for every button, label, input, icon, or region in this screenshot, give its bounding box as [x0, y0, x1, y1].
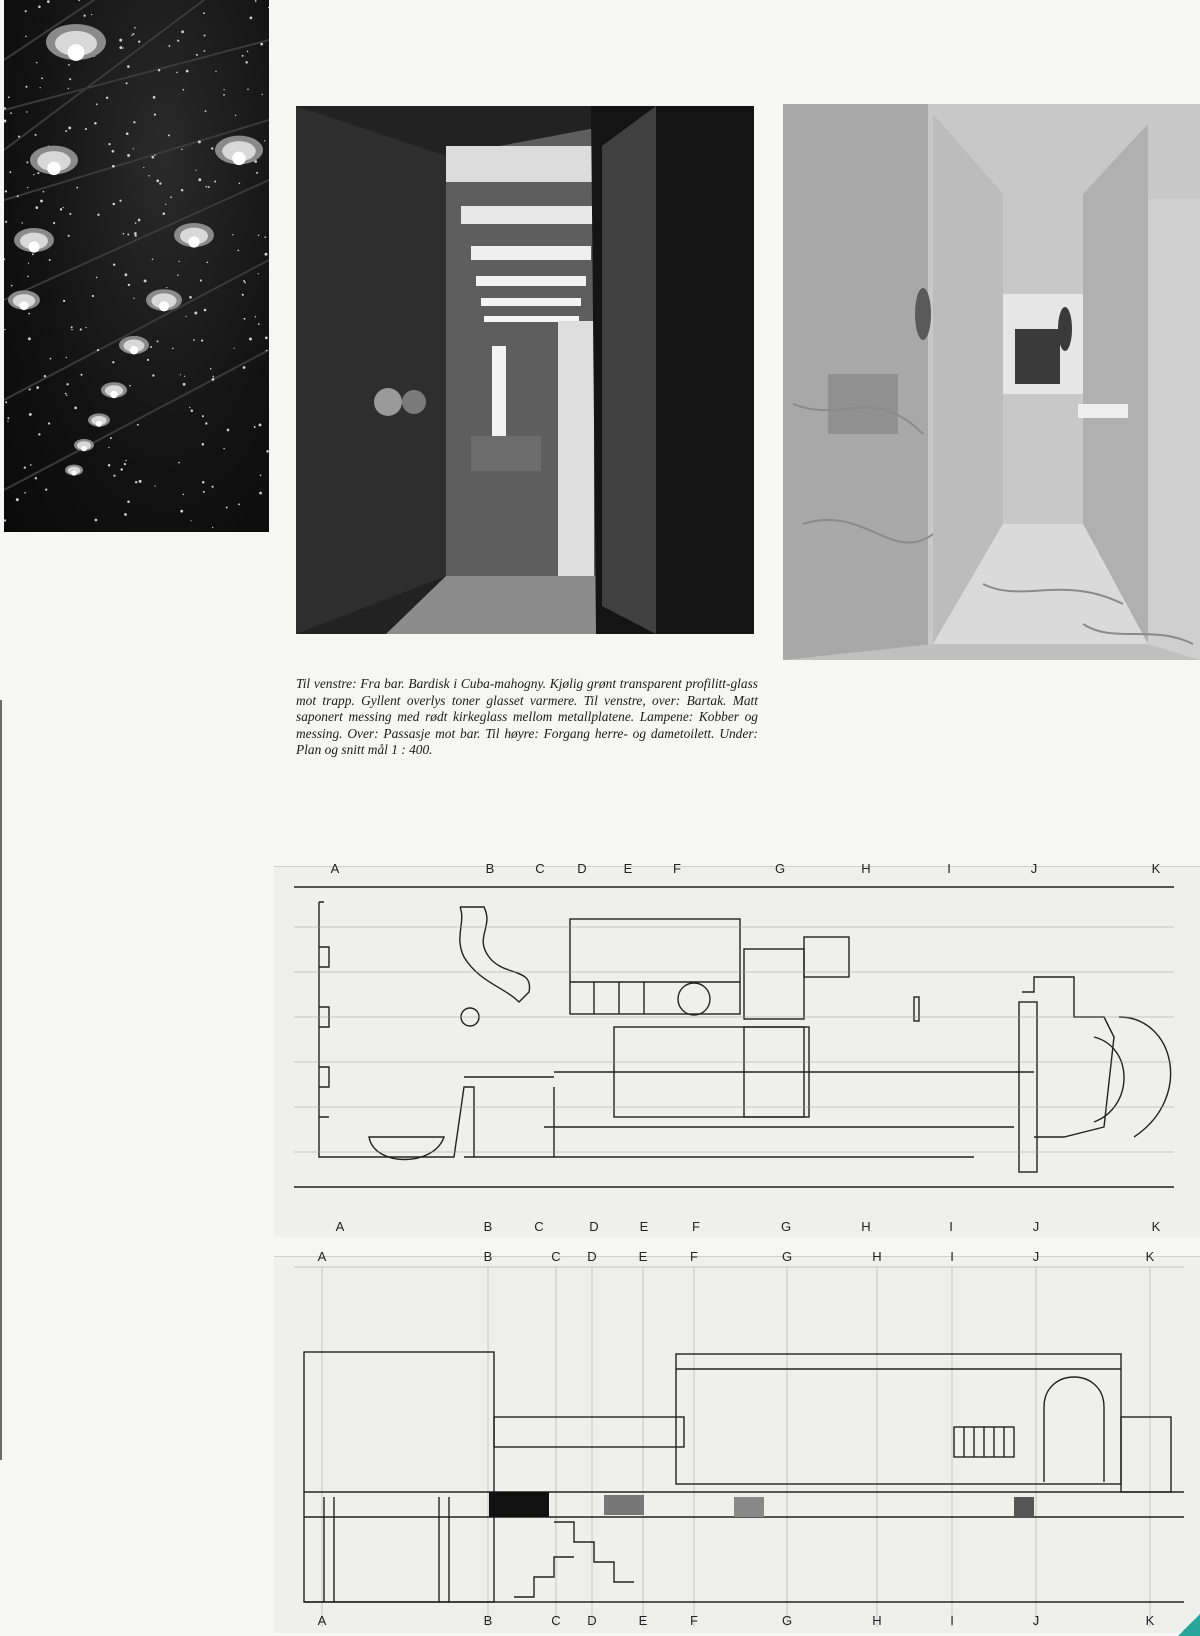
toilet-lobby-photo — [783, 104, 1200, 660]
grid-label-k-bottom: K — [1151, 1219, 1161, 1234]
grid-label-d-bottom: D — [589, 1219, 599, 1234]
ceiling-lamp — [174, 223, 214, 248]
grid-label-i-bottom: I — [949, 1219, 953, 1234]
floor-plan — [274, 861, 1200, 1237]
section-grid-label-c-top: C — [551, 1249, 561, 1264]
grid-label-f-bottom: F — [692, 1219, 700, 1234]
ceiling-lamp — [8, 290, 40, 310]
grid-label-k-top: K — [1151, 861, 1161, 876]
section-grid-label-a-top: A — [317, 1249, 327, 1264]
section-grid-label-g-top: G — [781, 1249, 793, 1264]
section-grid-label-h-bottom: H — [872, 1613, 882, 1628]
page-corner-mark — [1178, 1614, 1200, 1636]
section-grid-label-j-top: J — [1032, 1249, 1040, 1264]
bar-passage-photo — [296, 106, 754, 634]
grid-label-f-top: F — [673, 861, 681, 876]
page-edge-shadow — [0, 700, 2, 1460]
grid-label-j-bottom: J — [1032, 1219, 1040, 1234]
ceiling-lamp — [65, 465, 83, 476]
section-grid-label-b-top: B — [483, 1249, 493, 1264]
section-grid-label-d-bottom: D — [587, 1613, 597, 1628]
section-grid-label-i-bottom: I — [950, 1613, 954, 1628]
section-grid-label-f-top: F — [690, 1249, 698, 1264]
ceiling-lamps-photo — [4, 0, 269, 532]
photo-caption: Til venstre: Fra bar. Bardisk i Cuba-mahogny. Kjølig grønt transparent profilitt-glass mot trapp. Gyllent overlys toner glasset varmere. Til venstre, over: Bartak. Matt saponert messing med rødt kirkeglass mellom metallplatene. Lampene: Kobber og messing. Over: Passasje mot bar. Til høyre: Forgang herre- og dametoilett. Under: Plan og snitt mål 1 : 400. — [296, 676, 758, 758]
grid-label-a-top: A — [330, 861, 340, 876]
grid-label-b-top: B — [485, 861, 495, 876]
section-grid-label-d-top: D — [587, 1249, 597, 1264]
section-grid-label-f-bottom: F — [690, 1613, 698, 1628]
section-grid-label-j-bottom: J — [1032, 1613, 1040, 1628]
ceiling-lamp — [101, 382, 127, 398]
section-drawing — [274, 1249, 1200, 1633]
ceiling-lamp — [88, 413, 110, 427]
grid-label-e-top: E — [623, 861, 633, 876]
grid-label-g-bottom: G — [780, 1219, 792, 1234]
grid-label-c-bottom: C — [534, 1219, 544, 1234]
grid-label-a-bottom: A — [335, 1219, 345, 1234]
section-grid-label-a-bottom: A — [317, 1613, 327, 1628]
ceiling-lamp — [119, 336, 149, 354]
section-grid-label-g-bottom: G — [781, 1613, 793, 1628]
section-grid-label-e-top: E — [638, 1249, 648, 1264]
ceiling-lamp — [30, 146, 78, 176]
ceiling-lamp — [46, 24, 106, 61]
section-grid-label-b-bottom: B — [483, 1613, 493, 1628]
grid-label-e-bottom: E — [639, 1219, 649, 1234]
ceiling-lamp — [14, 228, 54, 253]
section-grid-label-k-top: K — [1145, 1249, 1155, 1264]
section-grid-label-h-top: H — [872, 1249, 882, 1264]
section-grid-label-k-bottom: K — [1145, 1613, 1155, 1628]
grid-label-i-top: I — [947, 861, 951, 876]
section-grid-label-i-top: I — [950, 1249, 954, 1264]
grid-label-c-top: C — [535, 861, 545, 876]
ceiling-lamp — [74, 439, 94, 451]
grid-label-h-bottom: H — [861, 1219, 871, 1234]
grid-label-b-bottom: B — [483, 1219, 493, 1234]
section-grid-label-c-bottom: C — [551, 1613, 561, 1628]
grid-label-g-top: G — [774, 861, 786, 876]
section-grid-label-e-bottom: E — [638, 1613, 648, 1628]
grid-label-h-top: H — [861, 861, 871, 876]
grid-label-j-top: J — [1030, 861, 1038, 876]
grid-label-d-top: D — [577, 861, 587, 876]
